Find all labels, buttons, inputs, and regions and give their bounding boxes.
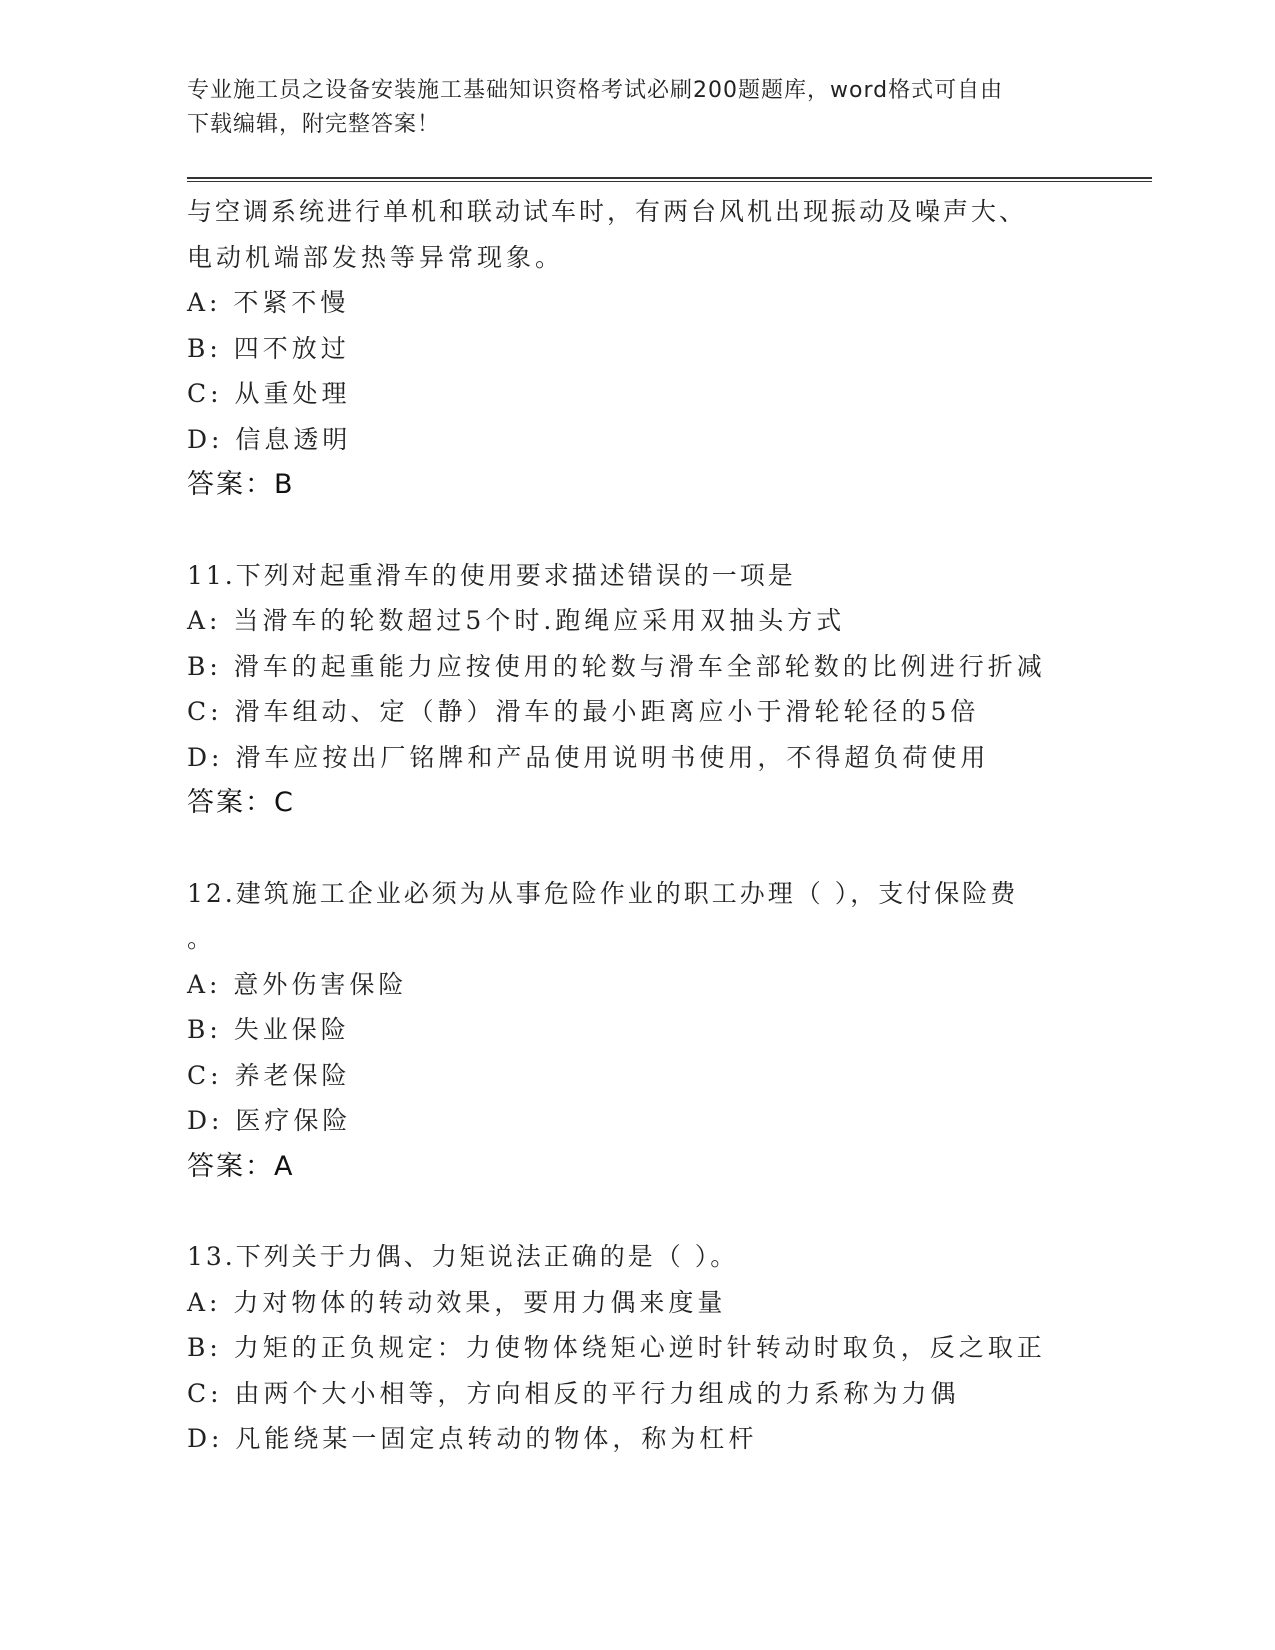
option-c: C: 滑车组动、定（静）滑车的最小距离应小于滑轮轮径的5倍 bbox=[187, 697, 980, 726]
answer-label: 答案：B bbox=[187, 469, 295, 500]
question-11 bbox=[187, 553, 1087, 826]
option-d: D: 信息透明 bbox=[187, 424, 352, 454]
answer-label: 答案：A bbox=[187, 1150, 295, 1182]
question-10-continued bbox=[187, 189, 1087, 508]
option-a: A: 力对物体的转动效果，要用力偶来度量 bbox=[187, 1287, 727, 1317]
option-b: B: 失业保险 bbox=[187, 1015, 350, 1044]
question-text-continued: 。 bbox=[187, 924, 217, 953]
option-b: B: 滑车的起重能力应按使用的轮数与滑车全部轮数的比例进行折减 bbox=[187, 651, 1046, 681]
question-text: 11.下列对起重滑车的使用要求描述错误的一项是 bbox=[187, 560, 796, 590]
option-b: B: 力矩的正负规定：力使物体绕矩心逆时针转动时取负，反之取正 bbox=[187, 1333, 1046, 1362]
spacer bbox=[187, 508, 1087, 553]
question-13 bbox=[187, 1234, 1087, 1462]
option-d: D: 凡能绕某一固定点转动的物体，称为杠杆 bbox=[187, 1424, 758, 1453]
question-text: 12.建筑施工企业必须为从事危险作业的职工办理（ ），支付保险费 bbox=[187, 878, 1019, 908]
option-a: A: 意外伤害保险 bbox=[187, 969, 408, 999]
question-text: 13.下列关于力偶、力矩说法正确的是（ ）。 bbox=[187, 1242, 739, 1271]
header-title-line-2: 下载编辑，附完整答案！ bbox=[187, 112, 441, 137]
spacer bbox=[187, 826, 1087, 871]
question-list bbox=[187, 189, 1087, 1462]
option-b: B: 四不放过 bbox=[187, 333, 350, 363]
option-d: D: 滑车应按出厂铭牌和产品使用说明书使用，不得超负荷使用 bbox=[187, 742, 990, 772]
header-title-line-1: 专业施工员之设备安装施工基础知识资格考试必刷200题题库，word格式可自由 bbox=[187, 78, 1004, 103]
option-c: C: 从重处理 bbox=[187, 379, 351, 408]
option-c: C: 由两个大小相等，方向相反的平行力组成的力系称为力偶 bbox=[187, 1378, 960, 1408]
document-header bbox=[187, 74, 1087, 142]
option-d: D: 医疗保险 bbox=[187, 1106, 352, 1135]
option-a: A: 当滑车的轮数超过5个时.跑绳应采用双抽头方式 bbox=[187, 606, 846, 635]
spacer bbox=[187, 1189, 1087, 1234]
question-12 bbox=[187, 871, 1087, 1190]
question-text: 电动机端部发热等异常现象。 bbox=[187, 242, 565, 272]
answer-label: 答案：C bbox=[187, 787, 295, 818]
option-a: A: 不紧不慢 bbox=[187, 288, 350, 317]
option-c: C: 养老保险 bbox=[187, 1060, 351, 1090]
header-divider bbox=[187, 177, 1152, 182]
question-text: 与空调系统进行单机和联动试车时，有两台风机出现振动及噪声大、 bbox=[187, 197, 1028, 226]
